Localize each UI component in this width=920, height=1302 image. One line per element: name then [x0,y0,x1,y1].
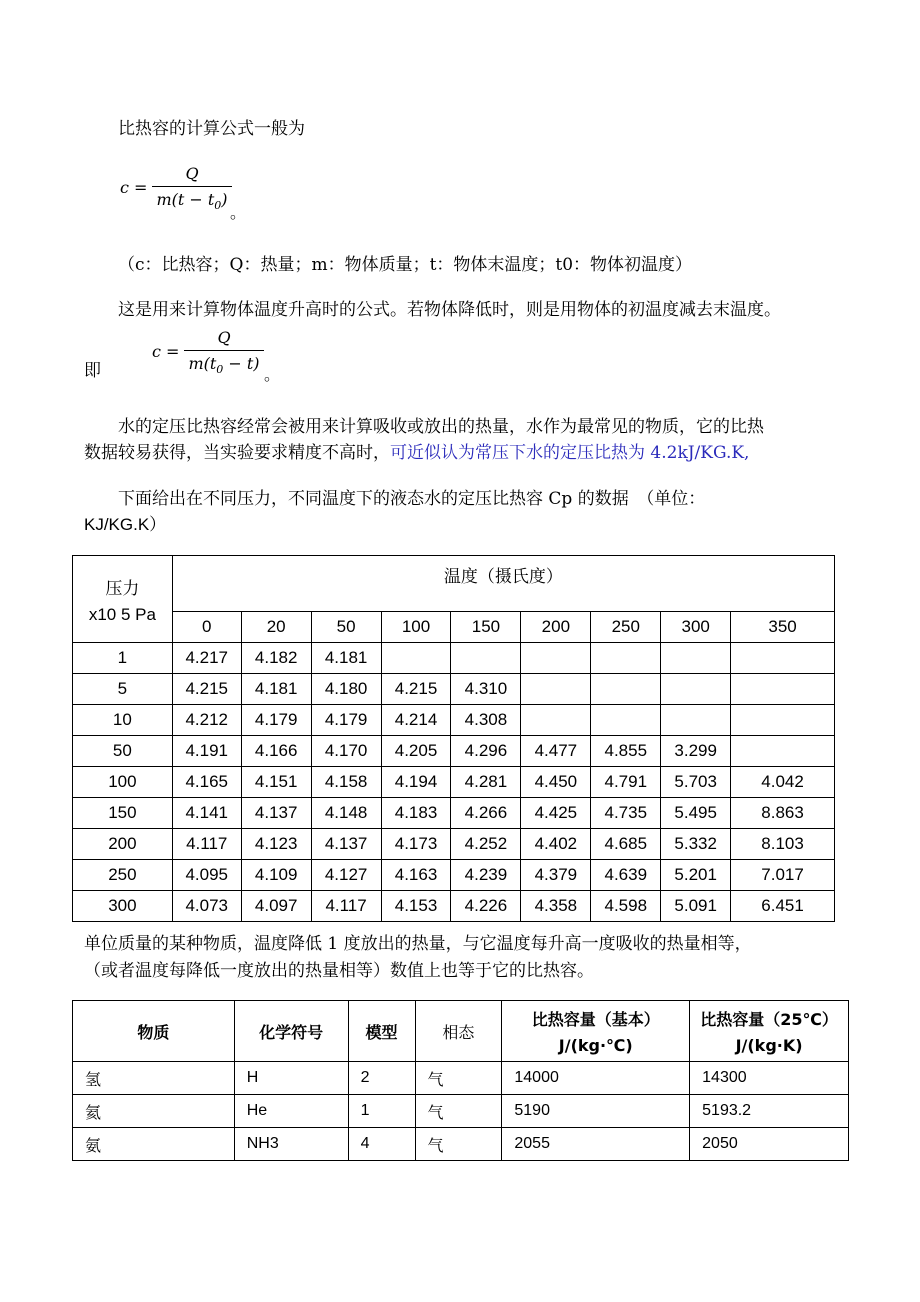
cp-value-cell: 4.310 [451,674,521,705]
table-row [73,674,835,705]
temp-header: 温度（摄氏度） [172,556,834,612]
cp-value-cell [591,643,661,674]
table-row [73,891,835,922]
cp-value-cell [521,674,591,705]
cp-value-cell [661,643,731,674]
definition-line2: （或者温度每降低一度放出的热量相等）数值上也等于它的比热容。 [84,961,594,981]
formula-numerator: Q [185,164,199,183]
table-row [73,829,835,860]
cp-value-cell: 4.109 [241,860,311,891]
cp-value-cell: 4.179 [311,705,381,736]
cp-value-cell: 4.639 [591,860,661,891]
table-row [73,643,835,674]
table-row [73,798,835,829]
cp-value-cell: 3.299 [661,736,731,767]
table-row [73,767,835,798]
model-cell: 1 [348,1095,415,1128]
cp-value-cell: 4.205 [381,736,451,767]
model-cell: 2 [348,1062,415,1095]
cp-value-cell: 4.095 [172,860,241,891]
cp-value-cell: 4.166 [241,736,311,767]
header-model: 模型 [348,1001,415,1062]
cp-value-cell [381,643,451,674]
cp-value-cell: 4.215 [172,674,241,705]
pressure-unit: x10 5 Pa [88,604,156,624]
cp-value-cell: 4.226 [451,891,521,922]
formula-denominator: $m(t_0 - t)$ [188,354,260,377]
temp-col-header: 0 [172,612,241,643]
cp-value-cell: 4.598 [591,891,661,922]
formula-numerator: Q [217,328,231,347]
cp-value-cell: 4.402 [521,829,591,860]
substance-cell: 氨 [73,1128,235,1161]
table-row [73,860,835,891]
heat-basic-cell: 2055 [502,1128,690,1161]
cp-value-cell: 4.163 [381,860,451,891]
formula-tail: 。 [264,365,281,384]
header-unit: J/(kg·℃) [558,1036,633,1055]
cp-value-cell: 4.137 [241,798,311,829]
heat-25c-cell: 2050 [690,1128,849,1161]
intro-text: 比热容的计算公式一般为 [118,119,305,139]
formula-tail: 。 [230,203,247,222]
cp-value-cell: 8.863 [731,798,835,829]
cp-value-cell [591,674,661,705]
cp-value-cell: 4.183 [381,798,451,829]
formula-lhs: c = [120,178,148,197]
water-text: 数据较易获得，当实验要求精度不高时， [84,443,390,463]
cp-value-cell: 4.379 [521,860,591,891]
header-substance: 物质 [73,1001,235,1062]
cp-value-cell: 4.042 [731,767,835,798]
cp-value-cell [591,705,661,736]
phase-cell: 气 [415,1062,502,1095]
table-row [73,1128,849,1161]
table-intro-line1: 下面给出在不同压力，不同温度下的液态水的定压比热容 Cp 的数据 （单位： [118,489,706,509]
cp-value-cell: 8.103 [731,829,835,860]
cp-value-cell: 4.170 [311,736,381,767]
cp-value-cell: 4.117 [311,891,381,922]
pressure-cell: 100 [73,767,173,798]
cp-value-cell [731,674,835,705]
cp-value-cell: 4.425 [521,798,591,829]
pressure-cell: 50 [73,736,173,767]
cp-value-cell: 4.153 [381,891,451,922]
cp-value-cell: 4.855 [591,736,661,767]
cp-value-cell: 4.252 [451,829,521,860]
cooling-paragraph: 这是用来计算物体温度升高时的公式。若物体降低时，则是用物体的初温度减去末温度。 [118,300,781,320]
header-line: 比热容量（基本） [531,1010,660,1029]
formula-cooling [152,326,292,384]
heat-basic-cell: 5190 [502,1095,690,1128]
formula-denominator: $m(t - t_0)$ [156,190,228,213]
cp-value-cell: 4.215 [381,674,451,705]
temp-col-header: 50 [311,612,381,643]
cp-value-cell: 4.137 [311,829,381,860]
cp-value-cell: 4.165 [172,767,241,798]
cp-value-cell: 4.212 [172,705,241,736]
pressure-cell: 250 [73,860,173,891]
cp-value-cell: 4.173 [381,829,451,860]
cp-value-cell: 4.308 [451,705,521,736]
temp-col-header: 20 [241,612,311,643]
cp-value-cell: 4.073 [172,891,241,922]
heat-basic-cell: 14000 [502,1062,690,1095]
cp-value-cell: 4.180 [311,674,381,705]
water-paragraph-line2 [84,440,749,466]
heat-25c-cell: 5193.2 [690,1095,849,1128]
cp-value-cell: 4.266 [451,798,521,829]
temp-col-header: 250 [591,612,661,643]
substance-table [72,1000,849,1161]
header-phase: 相态 [415,1001,502,1062]
cp-value-cell: 4.141 [172,798,241,829]
cp-value-cell: 4.181 [241,674,311,705]
cp-value-cell: 7.017 [731,860,835,891]
temp-col-header: 300 [661,612,731,643]
symbol-cell: H [234,1062,348,1095]
pressure-cell: 150 [73,798,173,829]
cp-value-cell: 4.450 [521,767,591,798]
cp-value-cell: 6.451 [731,891,835,922]
table-row [73,1095,849,1128]
ji-label: 即 [84,361,101,381]
cp-value-cell [661,674,731,705]
cp-value-cell: 4.151 [241,767,311,798]
header-specific-heat-basic [502,1001,690,1062]
cp-value-cell: 4.117 [172,829,241,860]
substance-cell: 氢 [73,1062,235,1095]
symbol-cell: He [234,1095,348,1128]
pressure-cell: 1 [73,643,173,674]
table-row [73,705,835,736]
cp-value-cell: 4.358 [521,891,591,922]
formula-heating [120,164,247,222]
header-symbol: 化学符号 [234,1001,348,1062]
fraction-bar [184,350,264,351]
pressure-cell: 300 [73,891,173,922]
cp-value-cell: 4.181 [311,643,381,674]
cp-value-cell: 4.214 [381,705,451,736]
pressure-cell: 200 [73,829,173,860]
header-specific-heat-25c [690,1001,849,1062]
heat-25c-cell: 14300 [690,1062,849,1095]
cp-value-cell [731,643,835,674]
cp-value-cell: 4.127 [311,860,381,891]
temp-col-header: 150 [451,612,521,643]
temp-col-header: 350 [731,612,835,643]
cp-value-cell: 4.296 [451,736,521,767]
cp-value-cell: 4.194 [381,767,451,798]
cp-value-cell: 4.191 [172,736,241,767]
table-row [73,736,835,767]
table-row [73,1062,849,1095]
formula-lhs: c = [152,342,180,361]
cp-value-cell [731,705,835,736]
cp-value-cell: 4.685 [591,829,661,860]
cp-value-cell: 4.182 [241,643,311,674]
cp-value-cell: 4.791 [591,767,661,798]
model-cell: 4 [348,1128,415,1161]
cp-value-cell: 4.735 [591,798,661,829]
cp-value-cell: 5.332 [661,829,731,860]
cp-value-cell: 4.123 [241,829,311,860]
water-paragraph-line1: 水的定压比热容经常会被用来计算吸收或放出的热量，水作为最常见的物质，它的比热 [118,417,764,437]
cp-value-cell: 5.495 [661,798,731,829]
cp-value-cell [451,643,521,674]
pressure-header: 压力 [105,578,140,599]
symbol-cell: NH3 [234,1128,348,1161]
pressure-header-cell [73,556,173,643]
temp-col-header: 100 [381,612,451,643]
table-intro-line2: KJ/KG.K） [84,515,167,534]
cp-value-cell: 5.703 [661,767,731,798]
header-line: 比热容量（25℃） [700,1010,838,1029]
substance-cell: 氦 [73,1095,235,1128]
water-approx-link[interactable]: 可近似认为常压下水的定压比热为 4.2kJ/KG.K, [390,443,750,463]
cp-value-cell: 4.477 [521,736,591,767]
cp-value-cell [521,643,591,674]
temp-col-header: 200 [521,612,591,643]
fraction-bar [152,186,232,187]
definition-line1: 单位质量的某种物质，温度降低 1 度放出的热量，与它温度每升高一度吸收的热量相等， [84,934,752,954]
cp-value-cell: 4.217 [172,643,241,674]
cp-value-cell: 4.179 [241,705,311,736]
cp-value-cell: 4.097 [241,891,311,922]
cp-table [72,555,835,922]
cp-value-cell: 4.148 [311,798,381,829]
cp-value-cell [661,705,731,736]
cp-value-cell: 5.091 [661,891,731,922]
pressure-cell: 5 [73,674,173,705]
cp-value-cell: 4.239 [451,860,521,891]
pressure-cell: 10 [73,705,173,736]
cp-value-cell [521,705,591,736]
variable-legend: （c：比热容；Q：热量；m：物体质量；t：物体末温度；t0：物体初温度） [118,255,693,275]
cp-value-cell: 5.201 [661,860,731,891]
cp-value-cell: 4.281 [451,767,521,798]
phase-cell: 气 [415,1095,502,1128]
phase-cell: 气 [415,1128,502,1161]
cp-value-cell [731,736,835,767]
cp-value-cell: 4.158 [311,767,381,798]
header-unit: J/(kg·K) [735,1036,803,1055]
